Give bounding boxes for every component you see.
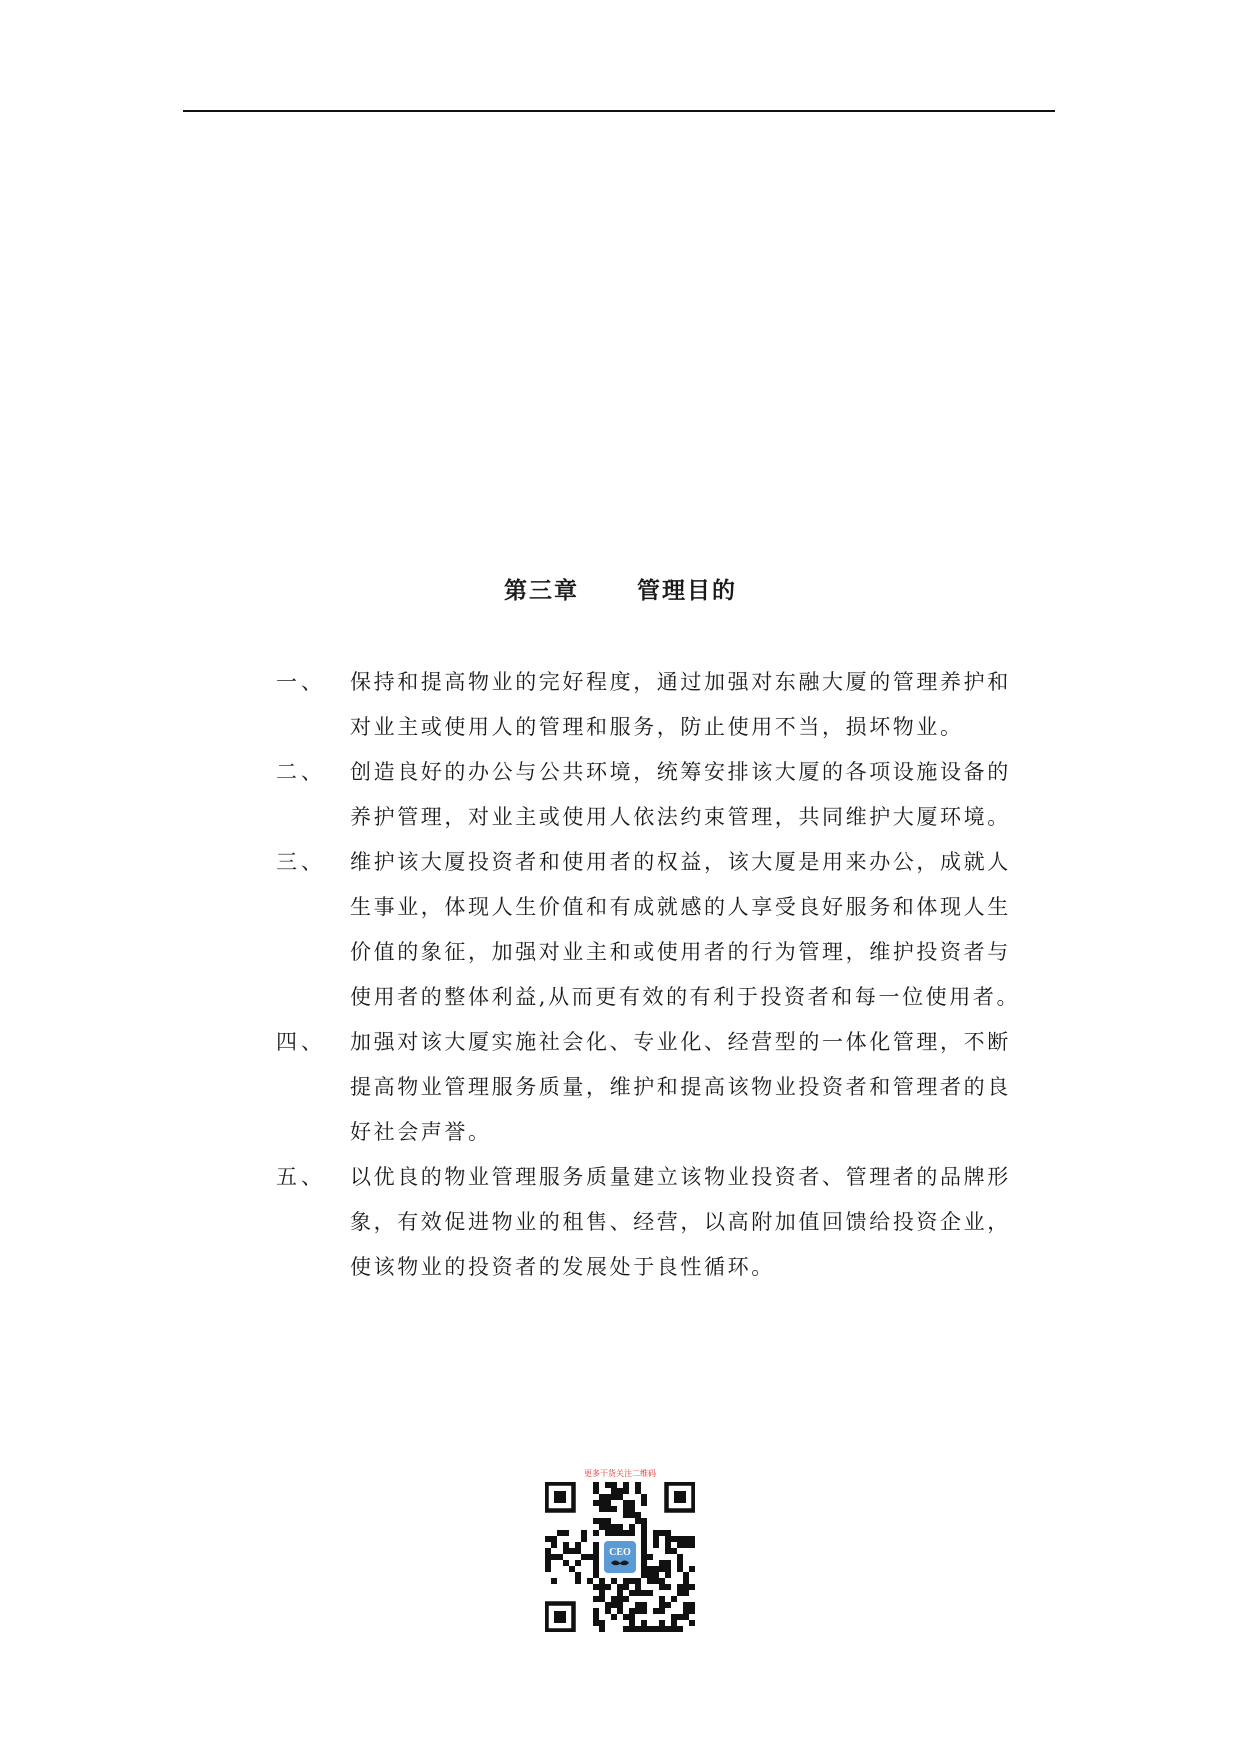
qr-caption: 更多干货关注二维码	[584, 1469, 656, 1478]
item-line: 加强对该大厦实施社会化、专业化、经营型的一体化管理，不断	[350, 1030, 1011, 1054]
item-text	[350, 660, 1056, 750]
list-item	[276, 840, 1056, 1020]
header-rule	[183, 110, 1055, 112]
list-item	[276, 750, 1056, 840]
item-line: 维护该大厦投资者和使用者的权益，该大厦是用来办公，成就人	[350, 850, 1011, 874]
item-line: 生事业，体现人生价值和有成就感的人享受良好服务和体现人生	[350, 895, 1011, 919]
list-item	[276, 660, 1056, 750]
item-line: 对业主或使用人的管理和服务，防止使用不当，损坏物业。	[350, 715, 964, 739]
item-line: 提高物业管理服务质量，维护和提高该物业投资者和管理者的良	[350, 1075, 1011, 1099]
list-item	[276, 1020, 1056, 1155]
list-marker: 一、	[276, 670, 326, 694]
item-line: 养护管理，对业主或使用人依法约束管理，共同维护大厦环境。	[350, 805, 1011, 829]
item-text	[350, 1155, 1056, 1290]
item-line: 使用者的整体利益,从而更有效的有利于投资者和每一位使用者。	[350, 985, 1021, 1009]
item-text	[350, 840, 1056, 1020]
item-line: 好社会声誉。	[350, 1120, 492, 1144]
chapter-heading	[0, 572, 1241, 605]
list-item	[276, 1155, 1056, 1290]
ceo-logo-icon	[602, 1539, 638, 1575]
qr-code	[545, 1482, 695, 1632]
logo-text: CEO	[609, 1547, 631, 1558]
list-marker: 三、	[276, 850, 326, 874]
item-text	[350, 750, 1056, 840]
list-marker: 五、	[276, 1165, 326, 1189]
item-line: 以优良的物业管理服务质量建立该物业投资者、管理者的品牌形	[350, 1165, 1011, 1189]
item-line: 象，有效促进物业的租售、经营，以高附加值回馈给投资企业，	[350, 1210, 1011, 1234]
chapter-title: 管理目的	[637, 578, 737, 604]
item-line: 价值的象征，加强对业主和或使用者的行为管理，维护投资者与	[350, 940, 1011, 964]
chapter-number: 第三章	[504, 578, 579, 604]
qr-block	[541, 1468, 699, 1632]
objectives-list	[276, 660, 1056, 1290]
item-text	[350, 1020, 1056, 1155]
item-line: 创造良好的办公与公共环境，统筹安排该大厦的各项设施设备的	[350, 760, 1011, 784]
list-marker: 二、	[276, 760, 326, 784]
item-line: 使该物业的投资者的发展处于良性循环。	[350, 1255, 775, 1279]
list-marker: 四、	[276, 1030, 326, 1054]
item-line: 保持和提高物业的完好程度，通过加强对东融大厦的管理养护和	[350, 670, 1011, 694]
